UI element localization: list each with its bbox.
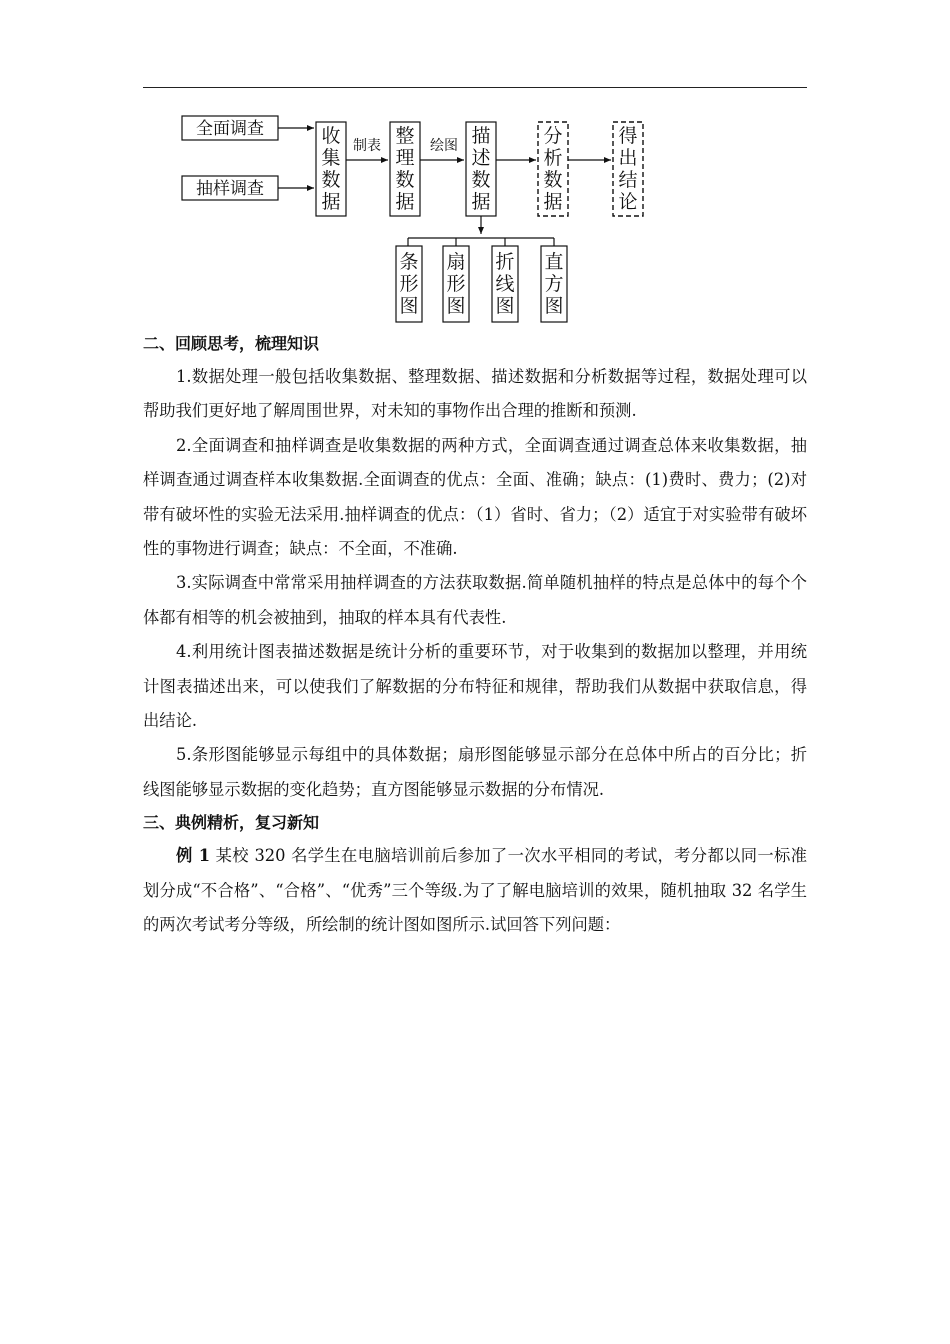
chart-char: 线 bbox=[495, 273, 515, 295]
data-process-flowchart bbox=[170, 108, 670, 330]
step-char: 整 bbox=[395, 125, 415, 147]
step-char: 数 bbox=[543, 169, 563, 191]
chart-char: 扇 bbox=[446, 251, 466, 273]
step-char: 结 bbox=[618, 169, 638, 191]
step-char: 析 bbox=[543, 147, 563, 169]
step-char: 数 bbox=[321, 169, 341, 191]
paragraph: 4.利用统计图表描述数据是统计分析的重要环节，对于收集到的数据加以整理，并用统计图表描述出来，可以使我们了解数据的分布特征和规律，帮助我们从数据中获取信息，得出结论. bbox=[143, 642, 807, 731]
source-label: 全面调查 bbox=[196, 119, 264, 139]
step-char: 收 bbox=[321, 125, 341, 147]
chart-box-histogram bbox=[541, 246, 567, 322]
document-body bbox=[143, 328, 807, 943]
example-text: 某校 320 名学生在电脑培训前后参加了一次水平相同的考试，考分都以同一标准划分成“不合格”、“合格”、“优秀”三个等级.为了了解电脑培训的效果，随机抽取 32 名学生的两次考试考分等级，所绘制的统计图如图所示.试回答下列问题： bbox=[143, 846, 807, 935]
paragraph: 2.全面调查和抽样调查是收集数据的两种方式，全面调查通过调查总体来收集数据，抽样调查通过调查样本收集数据.全面调查的优点：全面、准确；缺点：(1)费时、费力；(2)对带有破坏性的实验无法采用.抽样调查的优点：（1）省时、省力；（2）适宜于对实验带有破坏性的事物进行调查；缺点：不全面，不准确. bbox=[143, 435, 807, 559]
step-char: 据 bbox=[321, 191, 341, 213]
paragraph: 5.条形图能够显示每组中的具体数据；扇形图能够显示部分在总体中所占的百分比；折线图能够显示数据的变化趋势；直方图能够显示数据的分布情况. bbox=[143, 745, 807, 799]
step-char: 数 bbox=[395, 169, 415, 191]
paragraph: 3.实际调查中常常采用抽样调查的方法获取数据.简单随机抽样的特点是总体中的每个个体都有相等的机会被抽到，抽取的样本具有代表性. bbox=[143, 573, 807, 627]
chart-char: 形 bbox=[399, 273, 419, 295]
section-heading-review: 二、回顾思考，梳理知识 bbox=[143, 334, 320, 353]
chart-char: 图 bbox=[544, 295, 564, 317]
chart-char: 图 bbox=[399, 295, 419, 317]
step-char: 据 bbox=[395, 191, 415, 213]
chart-char: 条 bbox=[399, 251, 419, 273]
source-box-full-survey bbox=[182, 116, 278, 140]
step-char: 出 bbox=[618, 147, 638, 169]
step-char: 数 bbox=[471, 169, 491, 191]
step-box-conclude bbox=[613, 122, 643, 216]
source-box-sample-survey bbox=[182, 176, 278, 200]
step-box-collect bbox=[316, 122, 346, 216]
chart-box-line bbox=[492, 246, 518, 322]
chart-box-bar bbox=[396, 246, 422, 322]
section-heading-examples: 三、典例精析，复习新知 bbox=[143, 813, 320, 833]
chart-box-pie bbox=[443, 246, 469, 322]
step-char: 论 bbox=[618, 191, 638, 213]
header-rule bbox=[143, 87, 807, 88]
chart-char: 直 bbox=[544, 251, 564, 273]
edge-label-draw: 绘图 bbox=[430, 138, 458, 154]
step-char: 得 bbox=[618, 125, 638, 147]
step-char: 理 bbox=[395, 147, 415, 169]
step-char: 分 bbox=[543, 125, 563, 147]
paragraph: 1.数据处理一般包括收集数据、整理数据、描述数据和分析数据等过程，数据处理可以帮助我们更好地了解周围世界，对未知的事物作出合理的推断和预测. bbox=[143, 367, 807, 421]
example-paragraph bbox=[143, 839, 807, 942]
step-box-analyze bbox=[538, 122, 568, 216]
chart-char: 折 bbox=[495, 251, 515, 273]
step-char: 描 bbox=[471, 125, 491, 147]
chart-char: 方 bbox=[544, 273, 564, 295]
chart-char: 图 bbox=[446, 295, 466, 317]
source-label: 抽样调查 bbox=[196, 179, 264, 199]
step-box-organize bbox=[390, 122, 420, 216]
step-box-describe bbox=[466, 122, 496, 216]
chart-char: 形 bbox=[446, 273, 466, 295]
example-label: 例 1 bbox=[176, 846, 211, 866]
step-char: 据 bbox=[543, 191, 563, 213]
chart-char: 图 bbox=[495, 295, 515, 317]
edge-label-tabulate: 制表 bbox=[353, 138, 381, 154]
step-char: 据 bbox=[471, 191, 491, 213]
step-char: 集 bbox=[321, 147, 341, 169]
step-char: 述 bbox=[471, 147, 491, 169]
